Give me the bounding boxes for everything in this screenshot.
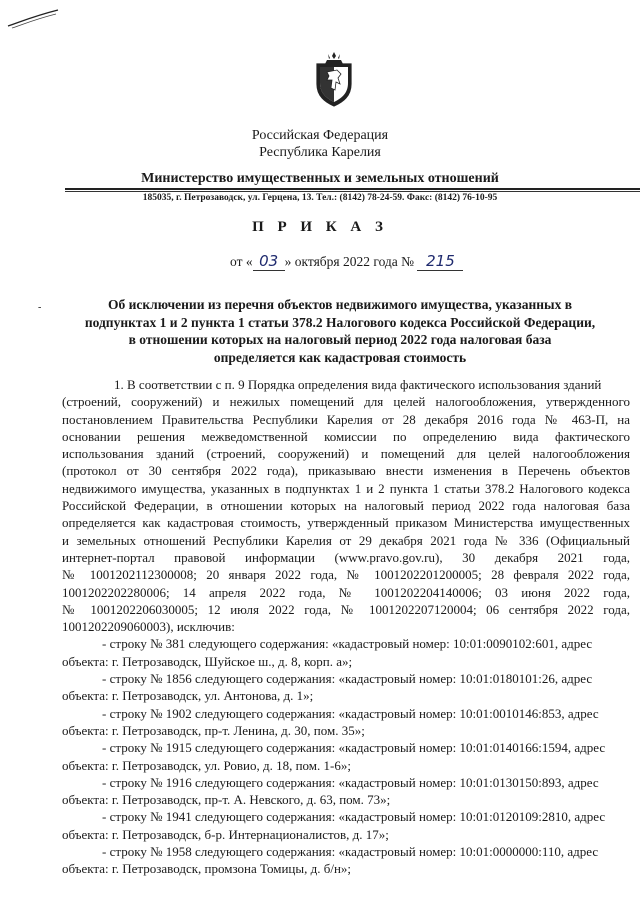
pen-scribble-mark: [6, 6, 66, 32]
body-line: объекта: г. Петрозаводск, б-р. Интернационалистов, д. 17»;: [62, 826, 389, 842]
title-line: Об исключении из перечня объектов недвижимого имущества, указанных в: [108, 297, 572, 312]
excluded-row-item: - строку № 381 следующего содержания: «кадастровый номер: 10:01:0090102:601, адрес: [102, 636, 593, 652]
country-name: Российская Федерация: [251, 128, 389, 143]
order-number-handwritten: 215: [417, 253, 463, 271]
body-line: объекта: г. Петрозаводск, пр-т. Ленина, д. 30, пом. 35»;: [62, 722, 365, 738]
order-day-handwritten: 03: [253, 253, 285, 271]
republic-name: Республика Карелия: [259, 145, 381, 160]
body-line: (строений, сооружений) и нежилых помещений для целей налогообложения, утвержденного: [62, 394, 630, 410]
body-line: использования зданий (строений, сооружений) и помещений для целей налогообложения: [62, 446, 630, 462]
body-line: 1001202202280006; 14 апреля 2022 года, № 1001202204140006; 03 июня 2022 года,: [62, 584, 630, 600]
karelia-coat-of-arms-icon: [313, 50, 355, 108]
excluded-row-item: - строку № 1902 следующего содержания: «кадастровый номер: 10:01:0010146:853, адрес: [102, 705, 599, 721]
body-line: основании решения межведомственной комиссии по определению вида фактического: [62, 428, 630, 444]
order-title: [50, 296, 630, 366]
body-line: объекта: г. Петрозаводск, ул. Антонова, д. 1»;: [62, 688, 314, 704]
body-line: (протокол от 30 сентября 2022 года), приказываю внести изменения в Перечень объектов: [62, 463, 630, 479]
body-line: Российской Федерации, в отношении которых на налоговый период 2022 года налоговая база: [62, 498, 630, 514]
body-line: объекта: г. Петрозаводск, пр-т. А. Невского, д. 63, пом. 73»;: [62, 792, 391, 808]
excluded-row-item: - строку № 1958 следующего содержания: «кадастровый номер: 10:01:0000000:110, адрес: [102, 844, 599, 860]
order-date-line: [230, 253, 463, 271]
body-line: объекта: г. Петрозаводск, ул. Ровио, д. 18, пом. 1-6»;: [62, 757, 351, 773]
date-middle: » октября 2022 года №: [284, 254, 415, 269]
ministry-name: Министерство имущественных и земельных отношений: [141, 171, 499, 186]
excluded-row-item: - строку № 1915 следующего содержания: «кадастровый номер: 10:01:0140166:1594, адрес: [102, 740, 606, 756]
date-prefix: от «: [230, 254, 253, 269]
body-line: определяется как кадастровая стоимость, утвержденный приказом Министерства имущественных: [62, 515, 630, 531]
excluded-row-item: - строку № 1941 следующего содержания: «кадастровый номер: 10:01:0120109:2810, адрес: [102, 809, 606, 825]
body-line: недвижимого имущества, указанных в подпунктах 1 и 2 пункта 1 статьи 378.2 Налогового кодекса: [62, 480, 630, 496]
excluded-row-item: - строку № 1856 следующего содержания: «кадастровый номер: 10:01:0180101:26, адрес: [102, 671, 593, 687]
body-line: объекта: г. Петрозаводск, промзона Томицы, д. б/н»;: [62, 861, 352, 877]
body-line: интернет-портал правовой информации (www.pravo.gov.ru), 30 декабря 2021 года,: [62, 549, 630, 565]
title-line: определяется как кадастровая стоимость: [213, 349, 467, 365]
title-line: в отношении которых на налоговый период 2022 года налоговая база: [128, 332, 552, 347]
excluded-row-item: - строку № 1916 следующего содержания: «кадастровый номер: 10:01:0130150:893, адрес: [102, 774, 599, 790]
ministry-address: 185035, г. Петрозаводск, ул. Герцена, 13. Тел.: (8142) 78-24-59. Факс: (8142) 76-10-95: [142, 193, 498, 203]
document-type-heading: П Р И К А З: [252, 219, 388, 235]
body-line: и земельных отношений Республики Карелия от 29 декабря 2021 года № 336 (Официальный: [62, 532, 630, 548]
scan-dot-mark: -: [38, 302, 42, 313]
header-divider-thick: [65, 188, 640, 190]
body-line: № 1001202206030005; 12 июля 2022 года, № 1001202207120004; 06 сентября 2022 года,: [62, 601, 630, 617]
body-line: 1. В соответствии с п. 9 Порядка определения вида фактического использования зданий: [114, 377, 602, 392]
body-line: постановлением Правительства Республики Карелия от 28 декабря 2016 года № 463-П, на: [62, 411, 630, 427]
body-line: № 1001202112300008; 20 января 2022 года, № 1001202201200005; 28 февраля 2022 года,: [62, 567, 630, 583]
order-body-text: [62, 376, 630, 878]
body-line: 1001202209060003), исключив:: [62, 619, 235, 635]
body-line: объекта: г. Петрозаводск, Шуйское ш., д. 8, корп. а»;: [62, 653, 353, 669]
title-line: подпунктах 1 и 2 пункта 1 статьи 378.2 Налогового кодекса Российской Федерации,: [84, 314, 596, 330]
